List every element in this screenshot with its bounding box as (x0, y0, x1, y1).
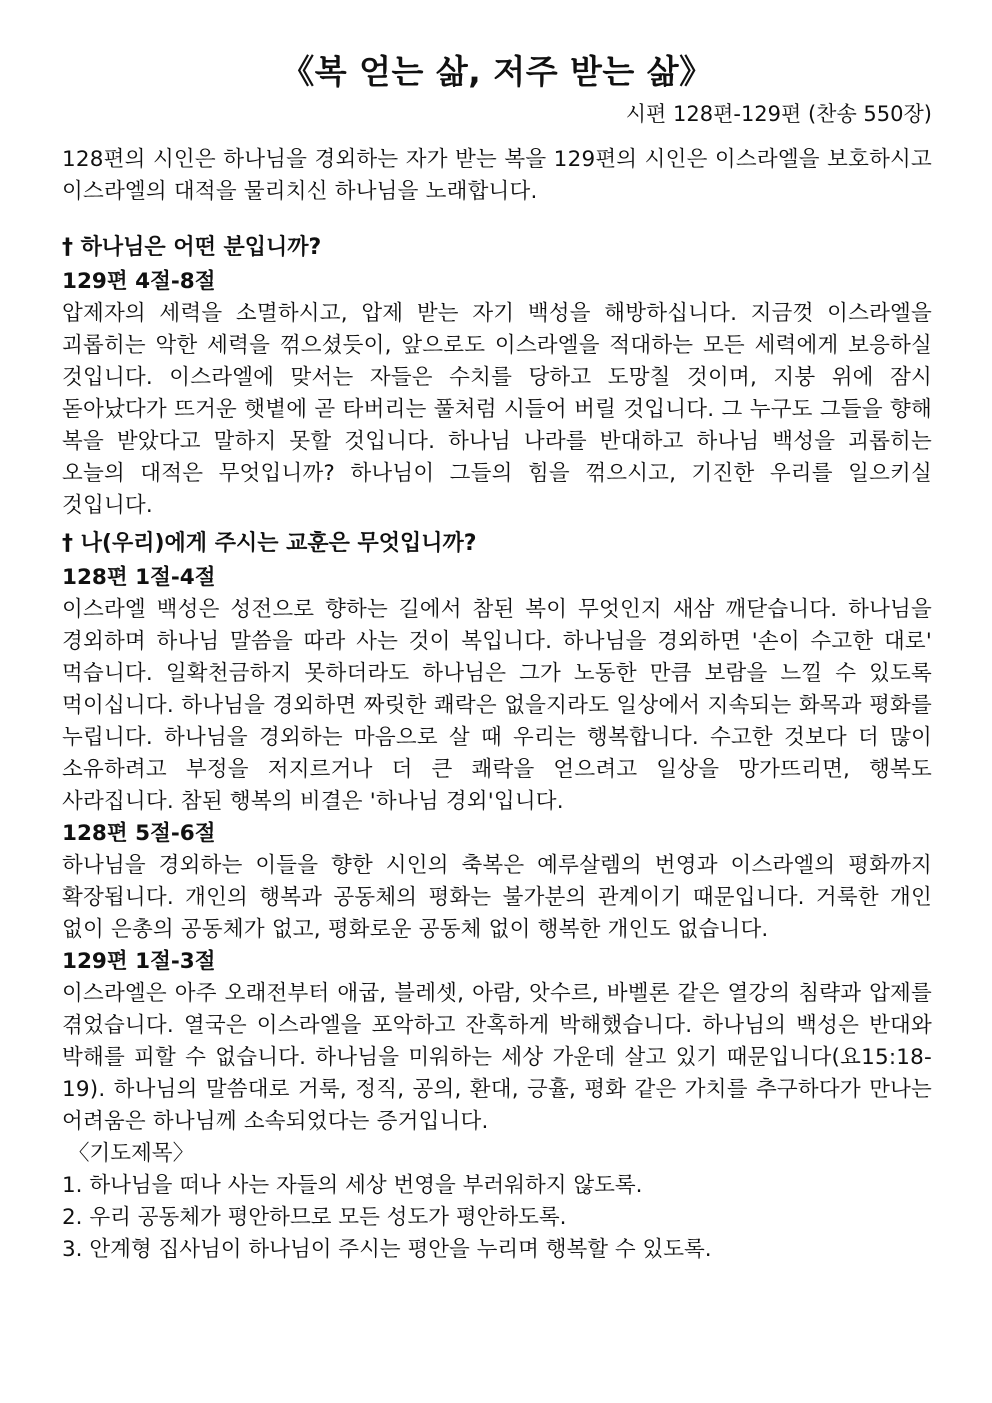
prayer-heading: 〈기도제목〉 (68, 1141, 195, 1166)
prayer-list (62, 1170, 932, 1266)
page-title: 《복 얻는 삶, 저주 받는 삶》 (281, 52, 713, 91)
passage-heading: 128편 1절-4절 (62, 565, 216, 590)
passage-body: 이스라엘 백성은 성전으로 향하는 길에서 참된 복이 무엇인지 새삼 깨닫습니다. 하나님을 경외하며 하나님 말씀을 따라 사는 것이 복입니다. 하나님을 경외하면 '손이 수고한 대로' 먹습니다. 일확천금하지 못하더라도 하나님은 그가 노동한 만큼 보람을 느낄 수 있도록 먹이십니다. 하나님을 경외하면 짜릿한 쾌락은 없을지라도 일상에서 지속되는 화목과 평화를 누립니다. 하나님을 경외하는 마음으로 살 때 우리는 행복합니다. 수고한 것보다 더 많이 소유하려고 부정을 저지르거나 더 큰 쾌락을 얻으려고 일상을 망가뜨리면, 행복도 사라집니다. 참된 행복의 비결은 '하나님 경외'입니다. (62, 597, 932, 814)
prayer-item: 1. 하나님을 떠나 사는 자들의 세상 번영을 부러워하지 않도록. (62, 1173, 643, 1198)
scripture-reference: 시편 128편-129편 (찬송 550장) (625, 102, 932, 126)
passage-heading: 129편 1절-3절 (62, 949, 216, 974)
section-heading: † 나(우리)에게 주시는 교훈은 무엇입니까? (62, 531, 477, 556)
prayer-section (62, 1138, 932, 1266)
prayer-item: 2. 우리 공동체가 평안하므로 모든 성도가 평안하도록. (62, 1205, 567, 1230)
intro-paragraph: 128편의 시인은 하나님을 경외하는 자가 받는 복을 129편의 시인은 이스라엘을 보호하시고 이스라엘의 대적을 물리치신 하나님을 노래합니다. (62, 147, 932, 204)
passage-body: 이스라엘은 아주 오래전부터 애굽, 블레셋, 아람, 앗수르, 바벨론 같은 열강의 침략과 압제를 겪었습니다. 열국은 이스라엘을 포악하고 잔혹하게 박해했습니다. 하나님의 백성은 반대와 박해를 피할 수 없습니다. 하나님을 미워하는 세상 가운데 살고 있기 때문입니다(요15:18-19). 하나님의 말씀대로 거룩, 정직, 공의, 환대, 긍휼, 평화 같은 가치를 추구하다가 만나는 어려움은 하나님께 소속되었다는 증거입니다. (62, 981, 932, 1134)
section-heading: † 하나님은 어떤 분입니까? (62, 235, 322, 260)
passage-heading: 129편 4절-8절 (62, 269, 216, 294)
passage-body: 압제자의 세력을 소멸하시고, 압제 받는 자기 백성을 해방하십니다. 지금껏 이스라엘을 괴롭히는 악한 세력을 꺾으셨듯이, 앞으로도 이스라엘을 적대하는 모든 세력에게 보응하실 것입니다. 이스라엘에 맞서는 자들은 수치를 당하고 도망칠 것이며, 지붕 위에 잠시 돋아났다가 뜨거운 햇볕에 곧 타버리는 풀처럼 시들어 버릴 것입니다. 그 누구도 그들을 향해 복을 받았다고 말하지 못할 것입니다. 하나님 나라를 반대하고 하나님 백성을 괴롭히는 오늘의 대적은 무엇입니까? 하나님이 그들의 힘을 꺾으시고, 기진한 우리를 일으키실 것입니다. (62, 301, 932, 518)
passage-heading: 128편 5절-6절 (62, 821, 216, 846)
passage-body: 하나님을 경외하는 이들을 향한 시인의 축복은 예루살렘의 번영과 이스라엘의 평화까지 확장됩니다. 개인의 행복과 공동체의 평화는 불가분의 관계이기 때문입니다. 거룩한 개인 없이 은총의 공동체가 없고, 평화로운 공동체 없이 행복한 개인도 없습니다. (62, 853, 932, 942)
section-lesson (62, 526, 932, 1138)
prayer-item: 3. 안계형 집사님이 하나님이 주시는 평안을 누리며 행복할 수 있도록. (62, 1237, 712, 1262)
section-who-is-god (62, 230, 932, 522)
document-page (62, 48, 932, 1266)
